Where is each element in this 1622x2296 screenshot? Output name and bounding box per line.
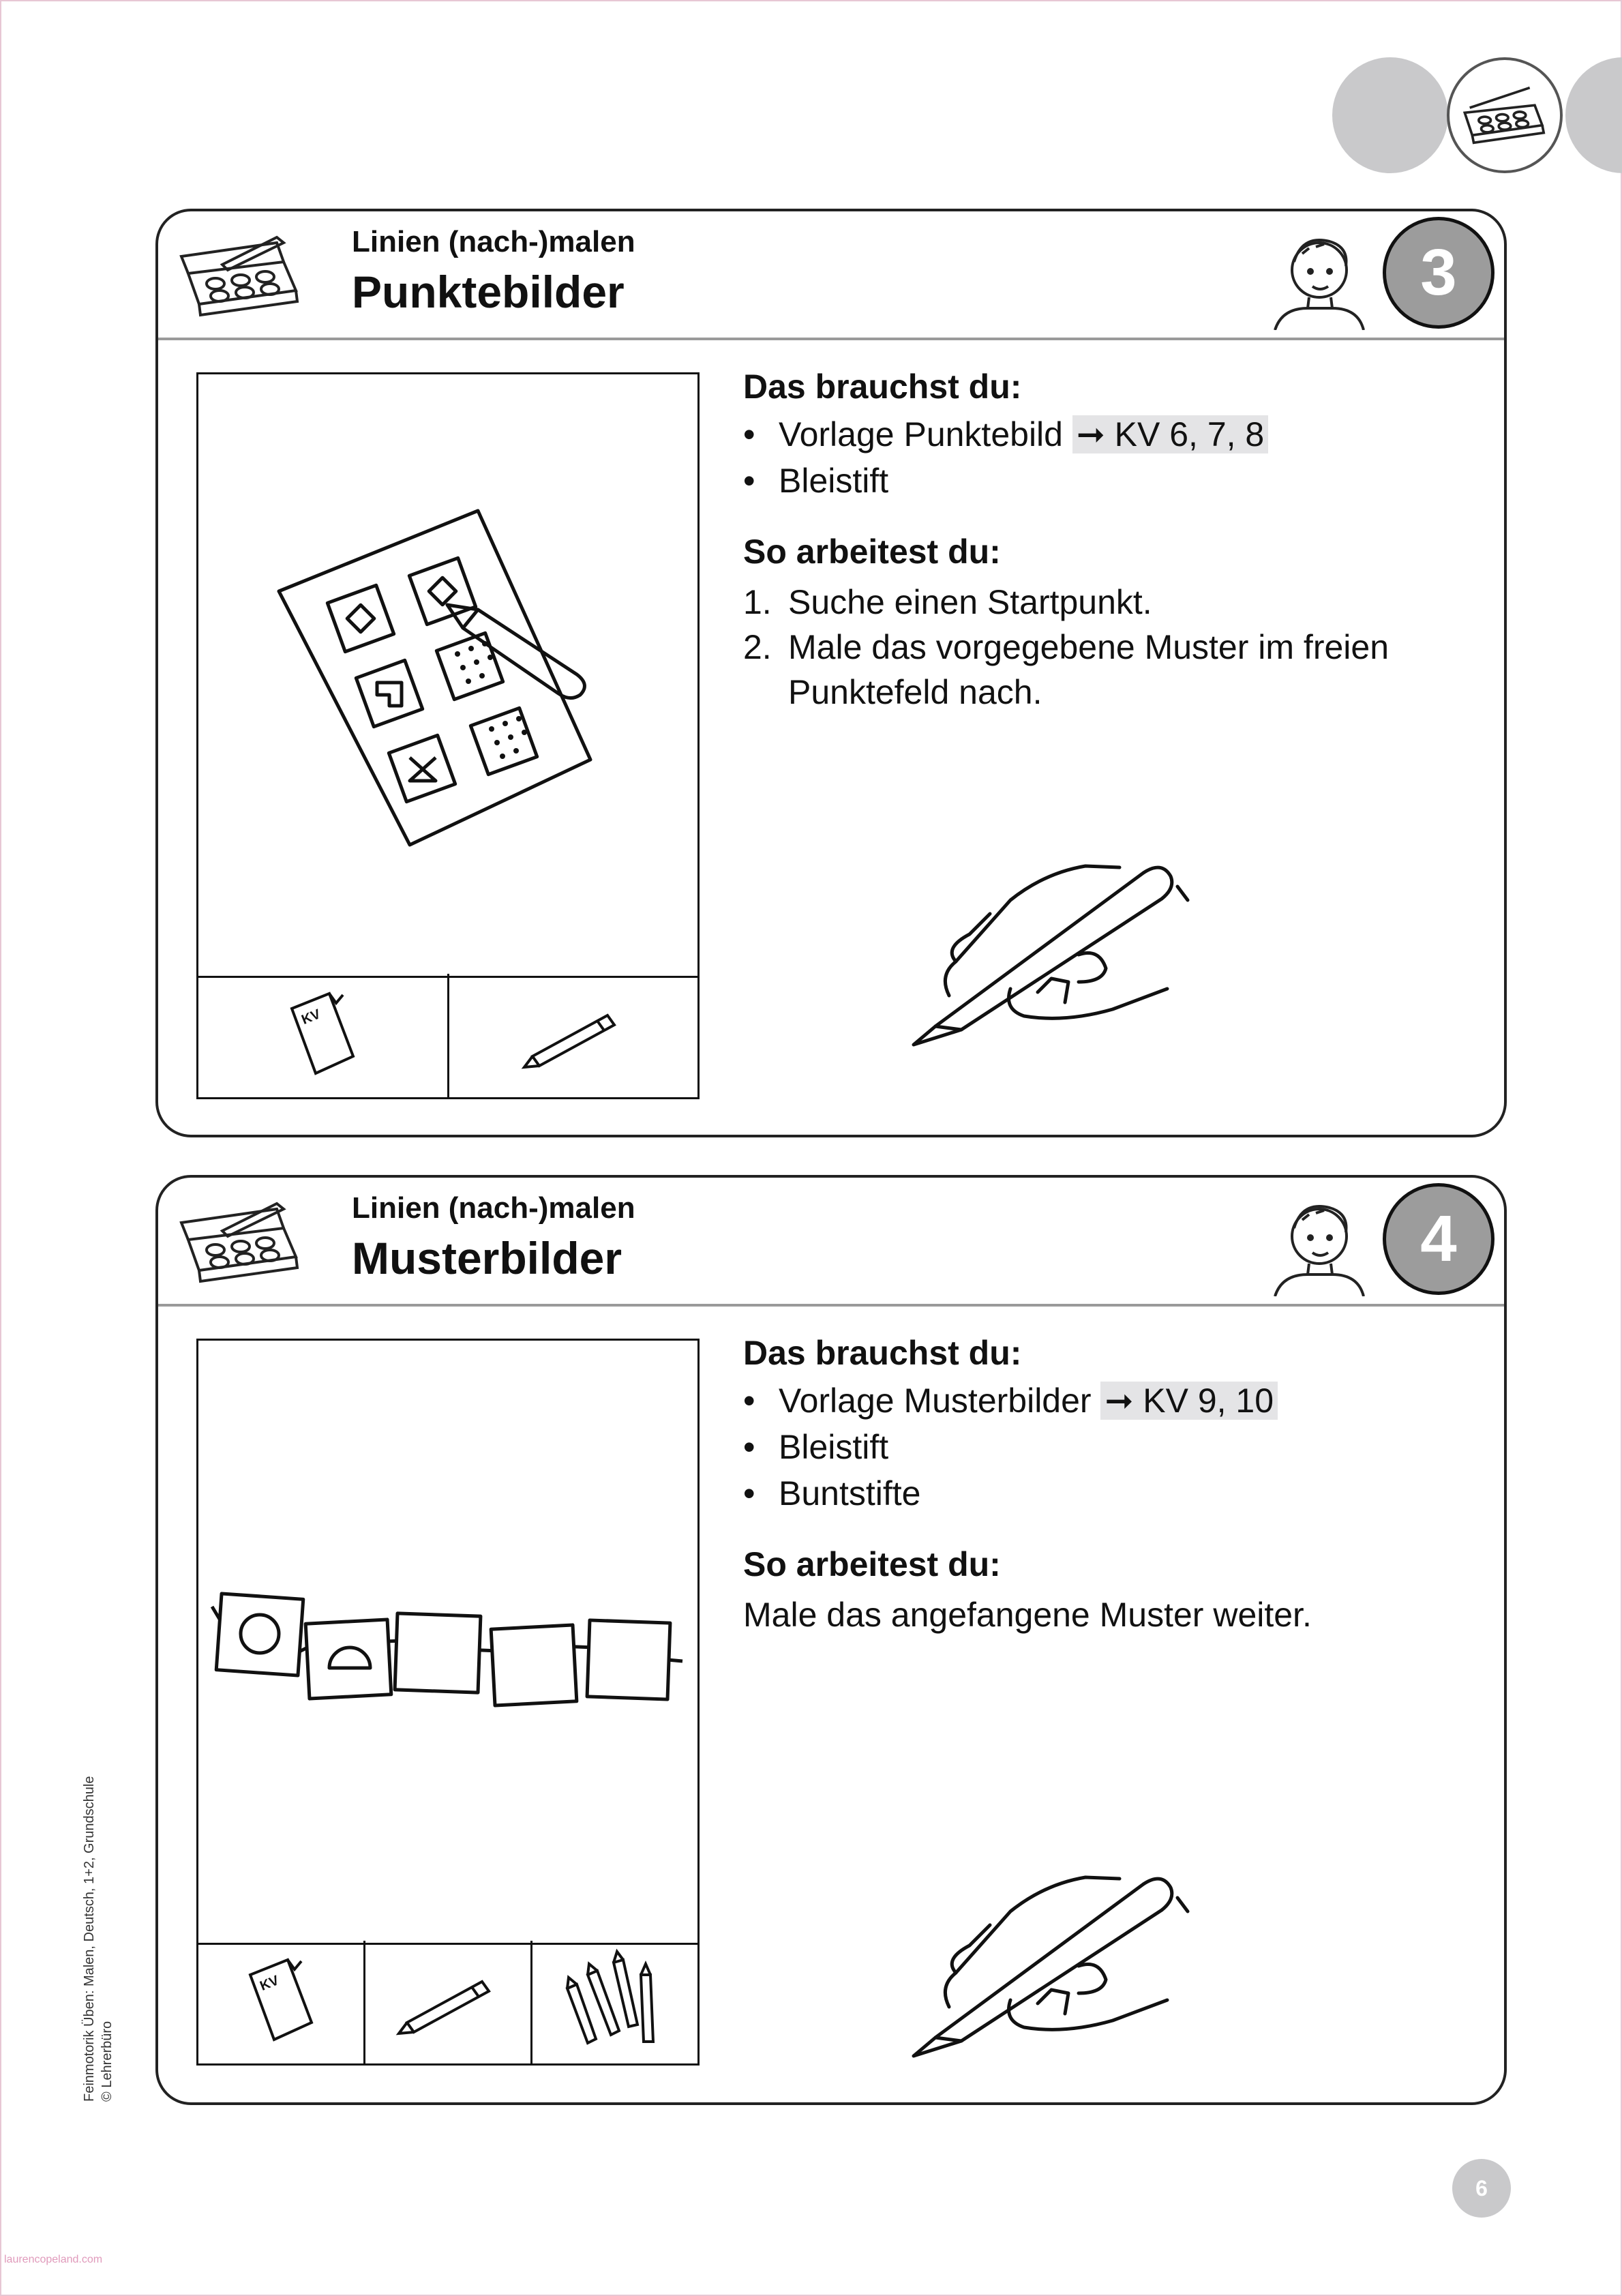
materials-row <box>198 974 697 1097</box>
dot-picture-sheet-illustration <box>198 374 702 974</box>
materials-list <box>743 1381 1312 1513</box>
card-header <box>158 211 1504 340</box>
card-title: Musterbilder <box>352 1233 622 1283</box>
material-pencil <box>449 974 698 1097</box>
needs-heading: Das brauchst du: <box>743 368 1022 406</box>
material-kv-sheet <box>198 974 449 1097</box>
deco-circle-icon <box>1447 57 1563 173</box>
steps-list <box>743 580 1398 715</box>
copyright-line: © Lehrerbüro <box>100 2021 115 2102</box>
paintbox-icon <box>175 1189 311 1291</box>
kv-label: KV <box>299 1006 323 1028</box>
list-item <box>743 1427 1312 1467</box>
kv-sheet-icon <box>282 988 363 1084</box>
card-subtitle: Linien (nach-)malen <box>352 225 635 258</box>
step-item <box>743 625 1402 715</box>
bullet: • <box>743 1382 755 1420</box>
instructions-column <box>743 367 1398 715</box>
bullet: • <box>743 1474 755 1512</box>
page-number: 6 <box>1452 2159 1511 2218</box>
deco-circle-left <box>1332 57 1448 173</box>
material-text: Vorlage Punktebild <box>779 415 1072 453</box>
work-heading: So arbeitest du: <box>743 533 1001 571</box>
needs-heading: Das brauchst du: <box>743 1334 1022 1372</box>
colored-pencils-icon <box>560 1948 670 2057</box>
materials-list <box>743 415 1398 501</box>
material-text: Bleistift <box>779 462 889 500</box>
illustration-area <box>198 1341 697 1945</box>
list-item <box>743 1381 1312 1420</box>
bullet: • <box>743 1428 755 1466</box>
step-number: 2. <box>743 628 772 666</box>
watermark: laurencopeland.com <box>4 2254 103 2265</box>
activity-number-badge: 3 <box>1383 217 1495 329</box>
step-number: 1. <box>743 583 772 621</box>
illustration-area <box>198 374 697 978</box>
pencil-icon <box>393 1968 502 2036</box>
activity-card-3 <box>155 209 1507 1137</box>
bullet: • <box>743 415 755 453</box>
material-pencil <box>365 1941 532 2063</box>
list-item <box>743 461 1398 501</box>
paintbox-icon <box>175 222 311 325</box>
step-text: Suche einen Startpunkt. <box>788 583 1152 621</box>
list-item <box>743 415 1398 454</box>
card-subtitle: Linien (nach-)malen <box>352 1191 635 1225</box>
material-kv-sheet <box>198 1941 365 2063</box>
illustration-panel <box>196 372 700 1099</box>
kv-reference: ➞ KV 6, 7, 8 <box>1072 415 1268 453</box>
step-item <box>743 580 1398 625</box>
material-text: Buntstifte <box>779 1474 921 1512</box>
publication-title: Feinmotorik Üben: Malen, Deutsch, 1+2, Grundschule <box>82 1776 97 2102</box>
kv-label: KV <box>258 1973 282 1995</box>
card-header <box>158 1178 1504 1307</box>
copyright-side-text <box>80 1776 116 2102</box>
bullet: • <box>743 462 755 500</box>
kv-sheet-icon <box>240 1954 322 2050</box>
material-text: Vorlage Musterbilder <box>779 1382 1101 1420</box>
pattern-chain-illustration <box>198 1341 702 1941</box>
materials-row <box>198 1941 697 2063</box>
child-icon <box>1268 1194 1370 1296</box>
activity-number-badge: 4 <box>1383 1183 1495 1295</box>
writing-hand-illustration <box>908 1857 1215 2061</box>
illustration-panel <box>196 1339 700 2066</box>
material-text: Bleistift <box>779 1428 889 1466</box>
step-text: Male das vorgegebene Muster im freien Punktefeld nach. <box>788 628 1390 711</box>
activity-card-4 <box>155 1175 1507 2105</box>
card-title: Punktebilder <box>352 267 625 317</box>
material-colored-pencils <box>532 1941 697 2063</box>
writing-hand-illustration <box>908 846 1215 1050</box>
child-icon <box>1268 228 1370 330</box>
instructions-column <box>743 1333 1312 1637</box>
work-heading: So arbeitest du: <box>743 1545 1001 1583</box>
instruction-text: Male das angefangene Muster weiter. <box>743 1596 1312 1634</box>
list-item <box>743 1474 1312 1513</box>
paintbox-icon <box>1454 78 1556 153</box>
kv-reference: ➞ KV 9, 10 <box>1100 1382 1278 1420</box>
pencil-icon <box>519 1002 628 1070</box>
